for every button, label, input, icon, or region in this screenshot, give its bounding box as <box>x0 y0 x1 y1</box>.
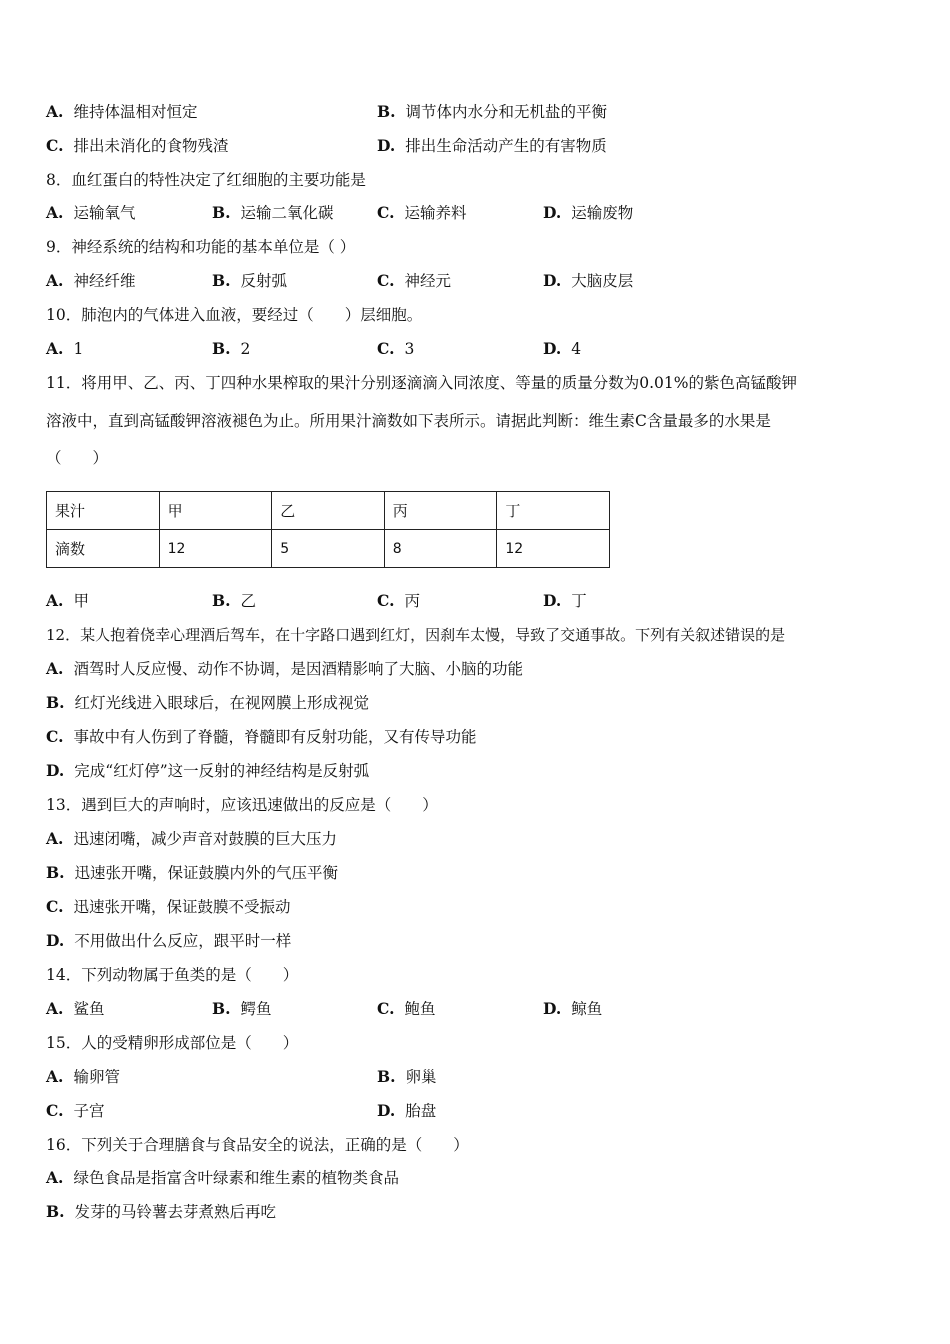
table-header-cell: 乙 <box>272 492 385 530</box>
q12-stem: 12．某人抱着侥幸心理酒后驾车，在十字路口遇到红灯，因刹车太慢，导致了交通事故。下列有关叙述错误的是 <box>46 626 786 644</box>
q16-option-b: B. 发芽的马铃薯去芽煮熟后再吃 <box>46 1202 277 1221</box>
table-cell: 5 <box>272 530 385 568</box>
q9-option-b: B. 反射弧 <box>212 271 288 290</box>
q10-option-a: A. 1 <box>46 339 84 358</box>
table-header-cell: 丙 <box>384 492 497 530</box>
q13-option-c: C. 迅速张开嘴，保证鼓膜不受振动 <box>46 897 291 916</box>
q11-option-d: D. 丁 <box>543 591 587 610</box>
q9-option-a: A. 神经纤维 <box>46 271 136 290</box>
table-cell: 滴数 <box>47 530 160 568</box>
q12-option-a: A. 酒驾时人反应慢、动作不协调，是因酒精影响了大脑、小脑的功能 <box>46 659 523 678</box>
q15-stem: 15．人的受精卵形成部位是（ ） <box>46 1034 299 1052</box>
q10-stem: 10．肺泡内的气体进入血液，要经过（ ）层细胞。 <box>46 306 423 324</box>
juice-drops-table <box>46 491 610 568</box>
q16-option-a: A. 绿色食品是指富含叶绿素和维生素的植物类食品 <box>46 1168 399 1187</box>
q13-option-a: A. 迅速闭嘴，减少声音对鼓膜的巨大压力 <box>46 829 337 848</box>
q7-option-b: B. 调节体内水分和无机盐的平衡 <box>377 102 608 121</box>
q12-option-b: B. 红灯光线进入眼球后，在视网膜上形成视觉 <box>46 693 370 712</box>
q9-option-d: D. 大脑皮层 <box>543 271 634 290</box>
q10-option-b: B. 2 <box>212 339 251 358</box>
q8-stem: 8．血红蛋白的特性决定了红细胞的主要功能是 <box>46 171 366 189</box>
q7-option-a: A. 维持体温相对恒定 <box>46 102 198 121</box>
q14-stem: 14．下列动物属于鱼类的是（ ） <box>46 966 299 984</box>
q8-option-c: C. 运输养料 <box>377 203 467 222</box>
q11-option-b: B. 乙 <box>212 591 257 610</box>
table-cell: 8 <box>384 530 497 568</box>
table-row <box>47 492 610 530</box>
q13-option-d: D. 不用做出什么反应，跟平时一样 <box>46 931 292 950</box>
table-header-cell: 甲 <box>159 492 272 530</box>
q7-option-d: D. 排出生命活动产生的有害物质 <box>377 136 607 155</box>
q9-option-c: C. 神经元 <box>377 271 451 290</box>
table-row <box>47 530 610 568</box>
q15-option-c: C. 子宫 <box>46 1101 105 1120</box>
q11-stem-line-2: 溶液中，直到高锰酸钾溶液褪色为止。所用果汁滴数如下表所示。请据此判断：维生素C含量最多的水果是 <box>46 412 771 430</box>
q11-stem-line-3: （ ） <box>46 449 109 467</box>
q15-option-d: D. 胎盘 <box>377 1101 437 1120</box>
table-header-cell: 丁 <box>497 492 610 530</box>
q11-option-a: A. 甲 <box>46 591 89 610</box>
q14-option-d: D. 鲸鱼 <box>543 999 603 1018</box>
q12-option-c: C. 事故中有人伤到了脊髓，脊髓即有反射功能，又有传导功能 <box>46 727 477 746</box>
q9-stem: 9．神经系统的结构和功能的基本单位是（ ） <box>46 238 356 256</box>
q13-option-b: B. 迅速张开嘴，保证鼓膜内外的气压平衡 <box>46 863 339 882</box>
q12-option-d: D. 完成“红灯停”这一反射的神经结构是反射弧 <box>46 761 370 780</box>
q15-option-b: B. 卵巢 <box>377 1067 437 1086</box>
q7-option-c: C. 排出未消化的食物残渣 <box>46 136 229 155</box>
q11-stem-line-1: 11．将用甲、乙、丙、丁四种水果榨取的果汁分别逐滴滴入同浓度、等量的质量分数为0.01%的紫色高锰酸钾 <box>46 374 797 392</box>
q15-option-a: A. 输卵管 <box>46 1067 120 1086</box>
q8-option-a: A. 运输氧气 <box>46 203 136 222</box>
q16-stem: 16．下列关于合理膳食与食品安全的说法，正确的是（ ） <box>46 1136 469 1154</box>
q14-option-c: C. 鲍鱼 <box>377 999 436 1018</box>
q8-option-b: B. 运输二氧化碳 <box>212 203 334 222</box>
q8-option-d: D. 运输废物 <box>543 203 634 222</box>
q10-option-c: C. 3 <box>377 339 415 358</box>
q13-stem: 13．遇到巨大的声响时，应该迅速做出的反应是（ ） <box>46 796 438 814</box>
q10-option-d: D. 4 <box>543 339 582 358</box>
q11-option-c: C. 丙 <box>377 591 420 610</box>
table-cell: 12 <box>159 530 272 568</box>
q14-option-b: B. 鳄鱼 <box>212 999 272 1018</box>
q14-option-a: A. 鲨鱼 <box>46 999 105 1018</box>
table-cell: 12 <box>497 530 610 568</box>
table-header-cell: 果汁 <box>47 492 160 530</box>
